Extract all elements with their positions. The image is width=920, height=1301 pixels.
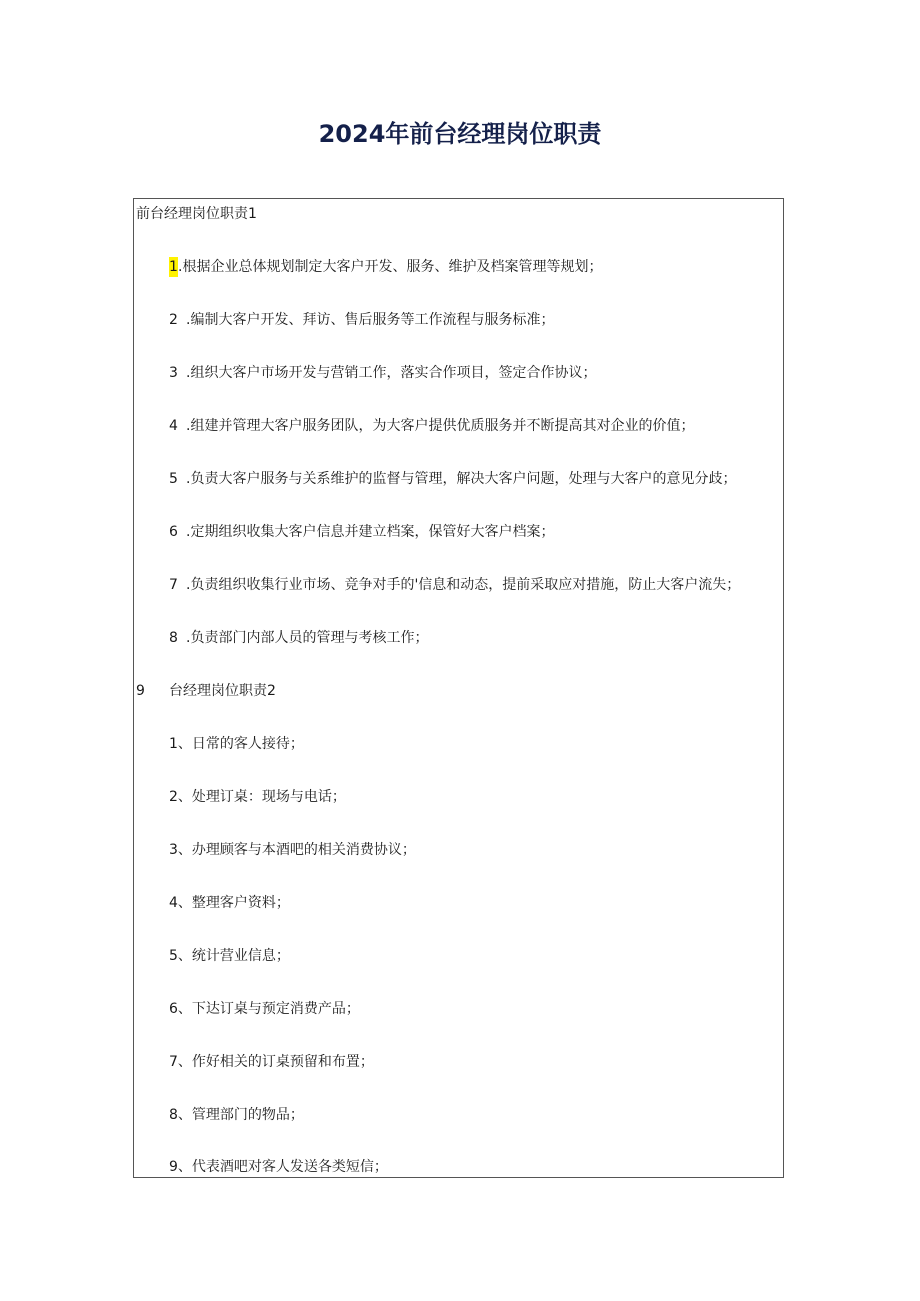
item-number: 2 — [169, 312, 178, 328]
list-item: 7、作好相关的订桌预留和布置； — [169, 1054, 374, 1070]
item-number: 8 — [169, 630, 178, 646]
list-item: 1、日常的客人接待； — [169, 736, 304, 752]
section2-heading: 台经理岗位职责2 — [169, 683, 276, 699]
item-number: 4 — [169, 418, 178, 434]
list-item: 6、下达订桌与预定消费产品； — [169, 1001, 360, 1017]
list-item: 9、代表酒吧对客人发送各类短信； — [169, 1159, 388, 1175]
item-text: .负责大客户服务与关系维护的监督与管理，解决大客户问题，处理与大客户的意见分歧； — [186, 471, 737, 487]
item-number: 1 — [169, 259, 178, 275]
item-text: .编制大客户开发、拜访、售后服务等工作流程与服务标准； — [186, 312, 555, 328]
section1-heading: 前台经理岗位职责1 — [136, 206, 257, 222]
item-text: .组建并管理大客户服务团队，为大客户提供优质服务并不断提高其对企业的价值； — [186, 418, 695, 434]
list-item: 4、整理客户资料； — [169, 895, 290, 911]
list-item: 5、统计营业信息； — [169, 948, 290, 964]
item-text: .负责组织收集行业市场、竞争对手的'信息和动态，提前采取应对措施，防止大客户流失； — [186, 577, 741, 593]
section2-number: 9 — [136, 683, 145, 699]
item-number: 3 — [169, 365, 178, 381]
item-number: 7 — [169, 577, 178, 593]
item-text: .组织大客户市场开发与营销工作，落实合作项目，签定合作协议； — [186, 365, 597, 381]
document-title: 2024年前台经理岗位职责 — [318, 120, 602, 148]
list-item: 2、处理订桌：现场与电话； — [169, 789, 346, 805]
list-item: 8、管理部门的物品； — [169, 1107, 304, 1123]
item-text: .根据企业总体规划制定大客户开发、服务、维护及档案管理等规划； — [178, 259, 603, 275]
item-text: .定期组织收集大客户信息并建立档案，保管好大客户档案； — [186, 524, 555, 540]
list-item: 3、办理顾客与本酒吧的相关消费协议； — [169, 842, 416, 858]
item-number: 5 — [169, 471, 178, 487]
item-text: .负责部门内部人员的管理与考核工作； — [186, 630, 429, 646]
item-number: 6 — [169, 524, 178, 540]
content-box — [133, 198, 784, 1178]
